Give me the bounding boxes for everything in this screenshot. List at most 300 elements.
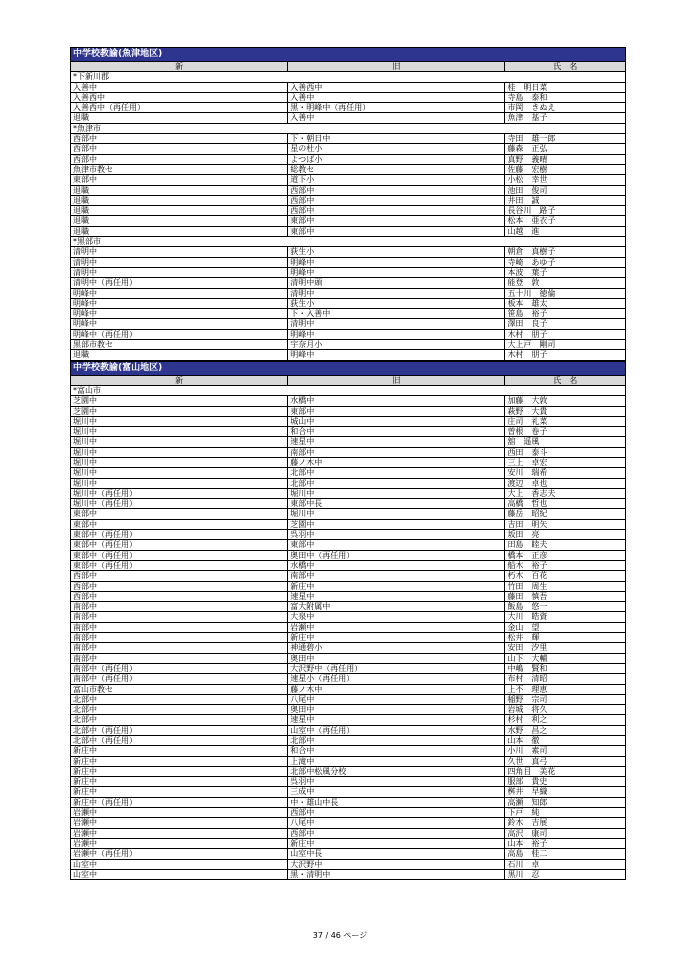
person-name: 渡辺 卓也: [507, 478, 548, 488]
person-name: 坂田 亮: [507, 530, 540, 540]
person-name: 舘 遥風: [507, 437, 540, 447]
person-name: 市岡 きぬえ: [507, 103, 556, 113]
table-row: [71, 175, 625, 185]
old-assignment: 南部中: [288, 571, 505, 580]
table-row: [71, 715, 625, 725]
person-name: 服部 貴史: [507, 777, 548, 787]
person-name: 山本 徹: [507, 736, 540, 745]
new-assignment: 入善西中（再任用）: [71, 103, 288, 112]
old-assignment: 南部中: [288, 448, 505, 457]
table-row: [71, 705, 625, 715]
table-row: [71, 268, 625, 278]
new-assignment: 南部中: [71, 633, 288, 642]
person-name: 黒川 忍: [507, 869, 540, 879]
table-row: [71, 643, 625, 653]
header-new: 新: [71, 376, 288, 385]
old-assignment: 東部中: [288, 407, 505, 416]
header-name: 氏 名: [553, 375, 578, 385]
new-assignment: 明峰中: [71, 289, 288, 298]
new-assignment: 北部中（再任用）: [71, 726, 288, 735]
section-table: [70, 361, 626, 881]
new-assignment: 南部中（再任用）: [71, 674, 288, 683]
header-new: 新: [71, 62, 288, 71]
old-assignment: 東部中長: [288, 499, 505, 508]
person-name: 四角目 美花: [507, 766, 556, 776]
table-row: [71, 530, 625, 540]
table-row: [71, 479, 625, 489]
old-assignment: 西部中: [288, 808, 505, 817]
person-name: 飯島 悠一: [507, 602, 548, 612]
table-row: [71, 849, 625, 859]
new-assignment: 東部中（再任用）: [71, 551, 288, 560]
old-assignment: 西部中: [288, 829, 505, 838]
new-assignment: 明峰中: [71, 309, 288, 318]
person-name: 大川 皓資: [507, 612, 548, 622]
table-row: [71, 685, 625, 695]
person-name: 大上戸 剛司: [507, 340, 556, 350]
old-assignment: 西部中: [288, 186, 505, 195]
old-assignment: 北部中: [288, 468, 505, 477]
old-assignment: 東部中: [288, 216, 505, 225]
table-row: [71, 787, 625, 797]
person-name: 朝倉 真樹子: [507, 247, 556, 257]
person-name: 長谷川 路子: [507, 206, 556, 216]
person-name: 藤岳 昭紀: [507, 509, 548, 519]
table-row: [71, 309, 625, 319]
old-assignment: 藤ノ木中: [288, 685, 505, 694]
old-assignment: 北部中: [288, 479, 505, 488]
table-row: [71, 571, 625, 581]
group-label: *下新川郡: [73, 72, 109, 82]
new-assignment: 北部中（再任用）: [71, 736, 288, 745]
old-assignment: 入善中: [288, 93, 505, 102]
new-assignment: 堀川中: [71, 437, 288, 446]
old-assignment: 呉羽中: [288, 530, 505, 539]
old-assignment: 堀川中: [288, 509, 505, 518]
old-assignment: 新庄中: [288, 839, 505, 848]
table-row: [71, 437, 625, 447]
person-name: 真野 義晴: [507, 154, 548, 164]
header-name: 氏 名: [553, 62, 578, 71]
old-assignment: 三成中: [288, 787, 505, 796]
new-assignment: 岩瀬中: [71, 839, 288, 848]
new-assignment: 退職: [71, 227, 288, 236]
person-name: 西田 泰斗: [507, 447, 548, 457]
person-name: 橋本 正彦: [507, 550, 548, 560]
old-assignment: 下・朝日中: [288, 134, 505, 143]
old-assignment: 新庄中: [288, 633, 505, 642]
table-row: [71, 340, 625, 350]
group-row: [71, 72, 625, 82]
new-assignment: 東部中: [71, 175, 288, 184]
person-name: 井田 誠: [507, 195, 540, 205]
table-row: [71, 520, 625, 530]
new-assignment: 南部中: [71, 654, 288, 663]
person-name: 鈴木 吉展: [507, 818, 548, 828]
person-name: 高沢 康司: [507, 828, 548, 838]
old-assignment: 新庄中: [288, 582, 505, 591]
table-row: [71, 499, 625, 509]
person-name: 杉村 利之: [507, 715, 548, 725]
table-row: [71, 93, 625, 103]
page-number: 37 / 46 ページ: [312, 931, 368, 940]
old-assignment: 和合中: [288, 427, 505, 436]
old-assignment: 明峰中: [288, 330, 505, 339]
person-name: 岩城 将久: [507, 705, 548, 715]
person-name: 金山 望: [507, 622, 540, 632]
old-assignment: 荻生小: [288, 299, 505, 308]
person-name: 大上 香志夫: [507, 488, 556, 498]
new-assignment: 西部中: [71, 582, 288, 591]
new-assignment: 清明中: [71, 268, 288, 277]
new-assignment: 明峰中（再任用）: [71, 330, 288, 339]
new-assignment: 退職: [71, 113, 288, 122]
section-title: 中学校教諭(魚津地区): [71, 48, 625, 62]
new-assignment: 清明中（再任用）: [71, 278, 288, 287]
person-name: 下戸 純: [507, 808, 540, 818]
old-assignment: 大沢野中（再任用）: [288, 664, 505, 673]
old-assignment: 西部中: [288, 206, 505, 215]
old-assignment: 水橋中: [288, 561, 505, 570]
person-name: 松本 亜衣子: [507, 216, 556, 226]
new-assignment: 堀川中: [71, 448, 288, 457]
new-assignment: 東部中（再任用）: [71, 530, 288, 539]
table-row: [71, 540, 625, 550]
new-assignment: 東部中: [71, 509, 288, 518]
old-assignment: 奥田中（再任用）: [288, 551, 505, 560]
new-assignment: 黒部市教セ: [71, 340, 288, 349]
person-name: 竹田 周生: [507, 581, 548, 591]
new-assignment: 退職: [71, 350, 288, 359]
person-name: 笹島 裕子: [507, 309, 548, 319]
new-assignment: 岩瀬中: [71, 829, 288, 838]
person-name: 高橋 哲也: [507, 499, 548, 509]
old-assignment: 速星中: [288, 437, 505, 446]
new-assignment: 堀川中: [71, 427, 288, 436]
person-name: 高島 桂二: [507, 849, 548, 859]
person-name: 久世 真弓: [507, 756, 548, 766]
group-row: [71, 386, 625, 396]
table-row: [71, 777, 625, 787]
old-assignment: 八尾中: [288, 818, 505, 827]
person-name: 桝井 早織: [507, 787, 548, 797]
new-assignment: 退職: [71, 196, 288, 205]
section-table: [70, 47, 626, 361]
old-assignment: 入善中: [288, 113, 505, 122]
old-assignment: 奥田中: [288, 654, 505, 663]
table-row: [71, 767, 625, 777]
old-assignment: 奥田中: [288, 705, 505, 714]
new-assignment: 退職: [71, 216, 288, 225]
table-row: [71, 654, 625, 664]
table-row: [71, 839, 625, 849]
table-row: [71, 216, 625, 226]
person-name: 藤田 慎吾: [507, 591, 548, 601]
table-row: [71, 798, 625, 808]
table-row: [71, 134, 625, 144]
old-assignment: 清明中頭: [288, 278, 505, 287]
table-row: [71, 206, 625, 216]
person-name: 船木 裕子: [507, 560, 548, 570]
table-row: [71, 165, 625, 175]
group-label: *黒部市: [73, 237, 101, 247]
person-name: 山下 大輔: [507, 653, 548, 663]
new-assignment: 芝園中: [71, 396, 288, 405]
old-assignment: 星の杜小: [288, 144, 505, 153]
person-name: 山越 進: [507, 226, 540, 236]
old-assignment: 明峰中: [288, 258, 505, 267]
new-assignment: 北部中: [71, 695, 288, 704]
old-assignment: 黒・清明中: [288, 870, 505, 879]
table-row: [71, 186, 625, 196]
new-assignment: 山室中: [71, 860, 288, 869]
group-label: *富山市: [73, 385, 101, 395]
person-name: 石川 卓: [507, 859, 540, 869]
table-row: [71, 448, 625, 458]
person-name: 池田 俊司: [507, 185, 548, 195]
person-name: 水野 昌之: [507, 725, 548, 735]
person-name: 加藤 大敦: [507, 396, 548, 406]
person-name: 本波 葉子: [507, 267, 548, 277]
old-assignment: 宇奈月小: [288, 340, 505, 349]
table-row: [71, 350, 625, 360]
new-assignment: 南部中: [71, 623, 288, 632]
table-row: [71, 860, 625, 870]
table-row: [71, 633, 625, 643]
old-assignment: 山室中（再任用）: [288, 726, 505, 735]
person-name: 木村 朋子: [507, 350, 548, 360]
person-name: 山本 裕子: [507, 838, 548, 848]
old-assignment: 明峰中: [288, 268, 505, 277]
person-name: 板本 雄太: [507, 298, 548, 308]
table-row: [71, 289, 625, 299]
old-assignment: 水橋中: [288, 396, 505, 405]
old-assignment: 八尾中: [288, 695, 505, 704]
new-assignment: 東部中（再任用）: [71, 540, 288, 549]
new-assignment: 退職: [71, 206, 288, 215]
new-assignment: 明峰中: [71, 299, 288, 308]
new-assignment: 南部中: [71, 602, 288, 611]
table-row: [71, 396, 625, 406]
table-row: [71, 330, 625, 340]
old-assignment: 速星中: [288, 592, 505, 601]
new-assignment: 山室中: [71, 870, 288, 879]
old-assignment: 荻生小: [288, 247, 505, 256]
new-assignment: 新庄中: [71, 767, 288, 776]
new-assignment: 堀川中（再任用）: [71, 499, 288, 508]
new-assignment: 入善中: [71, 83, 288, 92]
person-name: 魚津 基子: [507, 113, 548, 123]
person-name: 寺田 雄一郎: [507, 134, 556, 144]
table-row: [71, 227, 625, 237]
new-assignment: 西部中: [71, 134, 288, 143]
table-row: [71, 870, 625, 880]
table-row: [71, 509, 625, 519]
new-assignment: 岩瀬中（再任用）: [71, 849, 288, 858]
table-row: [71, 602, 625, 612]
table-row: [71, 468, 625, 478]
personnel-document: [70, 47, 626, 880]
old-assignment: 堀川中: [288, 489, 505, 498]
table-row: [71, 623, 625, 633]
old-assignment: 清明中: [288, 319, 505, 328]
table-row: [71, 561, 625, 571]
old-assignment: 西部中: [288, 196, 505, 205]
person-name: 布村 清昭: [507, 674, 548, 684]
table-row: [71, 695, 625, 705]
new-assignment: 新庄中: [71, 757, 288, 766]
old-assignment: 下・入善中: [288, 309, 505, 318]
table-row: [71, 144, 625, 154]
old-assignment: 清明中: [288, 289, 505, 298]
group-row: [71, 124, 625, 134]
table-header: [71, 376, 625, 386]
person-name: 安田 汐里: [507, 643, 548, 653]
new-assignment: 富山市教セ: [71, 685, 288, 694]
table-row: [71, 829, 625, 839]
new-assignment: 新庄中: [71, 777, 288, 786]
table-row: [71, 551, 625, 561]
table-row: [71, 674, 625, 684]
table-row: [71, 818, 625, 828]
person-name: 桂 明日菜: [507, 82, 548, 92]
new-assignment: 新庄中: [71, 787, 288, 796]
new-assignment: 東部中: [71, 520, 288, 529]
old-assignment: 道下小: [288, 175, 505, 184]
old-assignment: 藤ノ木中: [288, 458, 505, 467]
table-row: [71, 113, 625, 123]
person-name: 三上 卓宏: [507, 457, 548, 467]
new-assignment: 清明中: [71, 258, 288, 267]
old-assignment: 入善西中: [288, 83, 505, 92]
old-assignment: 大沢野中: [288, 860, 505, 869]
person-name: 高瀬 知郎: [507, 797, 548, 807]
table-row: [71, 427, 625, 437]
person-name: 小松 幸世: [507, 175, 548, 185]
table-row: [71, 407, 625, 417]
old-assignment: 富大附属中: [288, 602, 505, 611]
old-assignment: 東部中: [288, 540, 505, 549]
old-assignment: 速星小（再任用）: [288, 674, 505, 683]
new-assignment: 退職: [71, 186, 288, 195]
old-assignment: 呉羽中: [288, 777, 505, 786]
person-name: 能登 敦: [507, 278, 540, 288]
table-row: [71, 808, 625, 818]
table-row: [71, 278, 625, 288]
person-name: 田島 睦夫: [507, 540, 548, 550]
person-name: 中嶋 賢和: [507, 663, 548, 673]
new-assignment: 堀川中: [71, 468, 288, 477]
new-assignment: 南部中: [71, 643, 288, 652]
new-assignment: 西部中: [71, 155, 288, 164]
table-row: [71, 664, 625, 674]
person-name: 寺島 泰和: [507, 92, 548, 102]
table-row: [71, 489, 625, 499]
person-name: 藤森 正弘: [507, 144, 548, 154]
new-assignment: 新庄中（再任用）: [71, 798, 288, 807]
old-assignment: 中・雄山中長: [288, 798, 505, 807]
table-row: [71, 258, 625, 268]
table-row: [71, 458, 625, 468]
new-assignment: 清明中: [71, 247, 288, 256]
person-name: 松井 輝: [507, 633, 540, 643]
person-name: 庄司 礼菜: [507, 416, 548, 426]
new-assignment: 新庄中: [71, 746, 288, 755]
new-assignment: 南部中（再任用）: [71, 664, 288, 673]
person-name: 曽根 卷子: [507, 427, 548, 437]
person-name: 上不 理恵: [507, 684, 548, 694]
new-assignment: 明峰中: [71, 319, 288, 328]
old-assignment: 北部中松風分校: [288, 767, 505, 776]
old-assignment: 上滝中: [288, 757, 505, 766]
table-row: [71, 299, 625, 309]
old-assignment: 黒・明峰中（再任用）: [288, 103, 505, 112]
person-name: 稲野 宗司: [507, 694, 548, 704]
new-assignment: 堀川中: [71, 458, 288, 467]
table-row: [71, 582, 625, 592]
new-assignment: 魚津市教セ: [71, 165, 288, 174]
old-assignment: 明峰中: [288, 350, 505, 359]
old-assignment: 山室中長: [288, 849, 505, 858]
table-row: [71, 736, 625, 746]
new-assignment: 東部中（再任用）: [71, 561, 288, 570]
old-assignment: 岩瀬中: [288, 623, 505, 632]
person-name: 佐藤 宏樹: [507, 164, 548, 174]
table-row: [71, 196, 625, 206]
table-row: [71, 83, 625, 93]
person-name: 小川 素司: [507, 746, 548, 756]
person-name: 木村 朋子: [507, 329, 548, 339]
person-name: 五十川 徳倫: [507, 288, 556, 298]
table-row: [71, 247, 625, 257]
person-name: 朽木 百花: [507, 571, 548, 581]
old-assignment: 和合中: [288, 746, 505, 755]
table-header: [71, 62, 625, 72]
table-row: [71, 726, 625, 736]
new-assignment: 北部中: [71, 715, 288, 724]
table-row: [71, 746, 625, 756]
group-label: *魚津市: [73, 123, 101, 133]
new-assignment: 堀川中（再任用）: [71, 489, 288, 498]
old-assignment: 芝園中: [288, 520, 505, 529]
new-assignment: 西部中: [71, 571, 288, 580]
table-row: [71, 319, 625, 329]
table-row: [71, 612, 625, 622]
person-name: 萩野 大貴: [507, 406, 548, 416]
old-assignment: 速星中: [288, 715, 505, 724]
old-assignment: 東部中: [288, 227, 505, 236]
header-old: 旧: [288, 376, 505, 385]
new-assignment: 芝園中: [71, 407, 288, 416]
table-row: [71, 592, 625, 602]
new-assignment: 北部中: [71, 705, 288, 714]
person-name: 安川 瑞希: [507, 468, 548, 478]
new-assignment: 南部中: [71, 612, 288, 621]
old-assignment: 神通碧小: [288, 643, 505, 652]
new-assignment: 西部中: [71, 592, 288, 601]
old-assignment: 大泉中: [288, 612, 505, 621]
section-title: 中学校教諭(富山地区): [71, 362, 625, 376]
old-assignment: よつば小: [288, 155, 505, 164]
new-assignment: 西部中: [71, 144, 288, 153]
table-row: [71, 155, 625, 165]
group-row: [71, 237, 625, 247]
new-assignment: 岩瀬中: [71, 808, 288, 817]
person-name: 寺崎 あゆ子: [507, 257, 556, 267]
old-assignment: 城山中: [288, 417, 505, 426]
table-row: [71, 757, 625, 767]
header-old: 旧: [288, 62, 505, 71]
